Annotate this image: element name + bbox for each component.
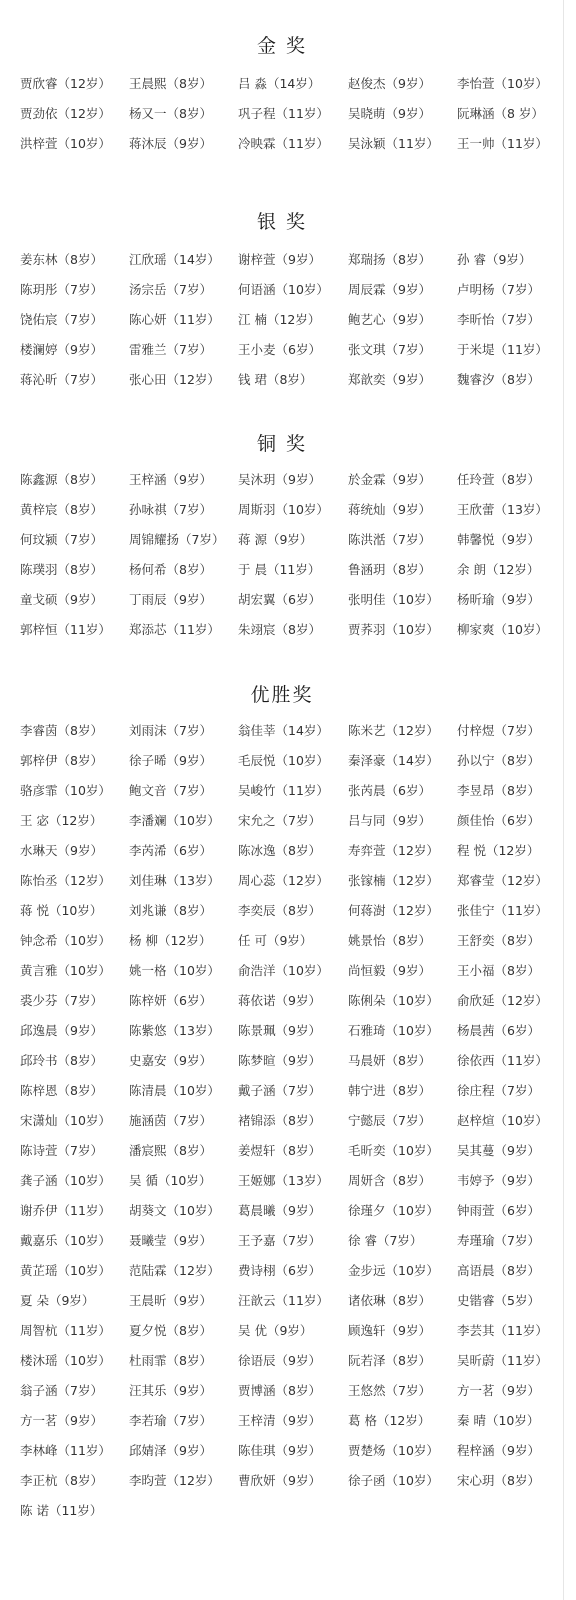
winner-name-excellence: 颜佳怡（6岁）	[457, 813, 540, 828]
winner-name-excellence: 葛 格（12岁）	[348, 1413, 431, 1428]
winner-name-silver: 谢梓萱（9岁）	[238, 252, 321, 267]
winner-name-excellence: 方一茗（9岁）	[457, 1383, 540, 1398]
winner-name-silver: 王小麦（6岁）	[238, 342, 321, 357]
winner-name-excellence: 宋心玥（8岁）	[457, 1473, 540, 1488]
winner-name-silver: 江 楠（12岁）	[238, 312, 321, 327]
winner-name-excellence: 吴其蔓（9岁）	[457, 1143, 540, 1158]
winner-name-silver: 雷雅兰（7岁）	[129, 342, 212, 357]
winner-name-excellence: 黄芷瑶（10岁）	[20, 1263, 111, 1278]
winner-name-silver: 陈心妍（11岁）	[129, 312, 220, 327]
winner-name-silver: 郑瑞扬（8岁）	[348, 252, 431, 267]
winner-name-gold: 巩子程（11岁）	[238, 106, 329, 121]
winner-name-silver: 蒋沁昕（7岁）	[20, 372, 103, 387]
winner-name-excellence: 孙以宁（8岁）	[457, 753, 540, 768]
winner-name-excellence: 韩宁进（8岁）	[348, 1083, 431, 1098]
section-title-silver: 银 奖	[256, 211, 308, 233]
winner-name-bronze: 郑添芯（11岁）	[129, 622, 220, 637]
winner-name-silver: 张心田（12岁）	[129, 372, 220, 387]
winner-name-excellence: 宋允之（7岁）	[238, 813, 321, 828]
winner-name-excellence: 俞浩洋（10岁）	[238, 963, 329, 978]
winner-name-gold: 贾劲依（12岁）	[20, 106, 111, 121]
winner-name-gold: 吴泳颖（11岁）	[348, 136, 439, 151]
winner-name-excellence: 陈诗萱（7岁）	[20, 1143, 103, 1158]
winner-name-excellence: 杨晨茜（6岁）	[457, 1023, 540, 1038]
winner-name-excellence: 寿弈萱（12岁）	[348, 843, 439, 858]
winner-name-gold: 冷映霖（11岁）	[238, 136, 329, 151]
winner-name-excellence: 翁佳莘（14岁）	[238, 723, 329, 738]
winner-name-excellence: 张佳宁（11岁）	[457, 903, 548, 918]
winner-name-bronze: 鲁涵玥（8岁）	[348, 562, 431, 577]
winner-name-excellence: 姚一格（10岁）	[129, 963, 220, 978]
winner-name-bronze: 杨何希（8岁）	[129, 562, 212, 577]
winner-name-bronze: 王梓涵（9岁）	[129, 472, 212, 487]
winner-name-excellence: 徐子晞（9岁）	[129, 753, 212, 768]
winner-name-excellence: 夏夕悦（8岁）	[129, 1323, 212, 1338]
winner-name-excellence: 周心蕊（12岁）	[238, 873, 329, 888]
winner-name-excellence: 姚景怡（8岁）	[348, 933, 431, 948]
winner-name-silver: 陈玥彤（7岁）	[20, 282, 103, 297]
winner-name-bronze: 蒋 源（9岁）	[238, 532, 313, 547]
winner-name-excellence: 韦婷予（9岁）	[457, 1173, 540, 1188]
winner-name-excellence: 郑睿莹（12岁）	[457, 873, 548, 888]
winner-name-excellence: 程 悦（12岁）	[457, 843, 540, 858]
winner-name-bronze: 任玲萱（8岁）	[457, 472, 540, 487]
winner-name-excellence: 吴 循（10岁）	[129, 1173, 212, 1188]
winner-name-excellence: 付梓煜（7岁）	[457, 723, 540, 738]
winner-name-gold: 王晨熙（8岁）	[129, 76, 212, 91]
winner-name-excellence: 何蒋澍（12岁）	[348, 903, 439, 918]
winner-name-bronze: 蒋统灿（9岁）	[348, 502, 431, 517]
winner-name-excellence: 陈梦暄（9岁）	[238, 1053, 321, 1068]
winner-name-excellence: 刘佳琳（13岁）	[129, 873, 220, 888]
winner-name-excellence: 蒋 悦（10岁）	[20, 903, 103, 918]
winner-name-excellence: 戴嘉乐（10岁）	[20, 1233, 111, 1248]
winner-name-excellence: 钟雨萱（6岁）	[457, 1203, 540, 1218]
winner-name-excellence: 王姬娜（13岁）	[238, 1173, 329, 1188]
winner-name-excellence: 李潘斓（10岁）	[129, 813, 220, 828]
winner-name-excellence: 徐子函（10岁）	[348, 1473, 439, 1488]
winner-name-excellence: 姜煜轩（8岁）	[238, 1143, 321, 1158]
winner-name-bronze: 于 晨（11岁）	[238, 562, 321, 577]
winner-name-bronze: 陈鑫源（8岁）	[20, 472, 103, 487]
winner-name-silver: 江欣瑶（14岁）	[129, 252, 220, 267]
winner-name-bronze: 余 朗（12岁）	[457, 562, 540, 577]
winner-name-excellence: 李若瑜（7岁）	[129, 1413, 212, 1428]
winner-name-bronze: 陈洪湉（7岁）	[348, 532, 431, 547]
winner-name-gold: 赵俊杰（9岁）	[348, 76, 431, 91]
winner-name-excellence: 王 宓（12岁）	[20, 813, 103, 828]
winner-name-excellence: 邱婧泽（9岁）	[129, 1443, 212, 1458]
winner-name-bronze: 孙咏祺（7岁）	[129, 502, 212, 517]
winner-name-excellence: 周妍含（8岁）	[348, 1173, 431, 1188]
winner-name-excellence: 李昱昂（8岁）	[457, 783, 540, 798]
winner-name-excellence: 张镓楠（12岁）	[348, 873, 439, 888]
winner-name-excellence: 宋潇灿（10岁）	[20, 1113, 111, 1128]
winner-name-excellence: 施涵茵（7岁）	[129, 1113, 212, 1128]
winner-name-gold: 吕 淼（14岁）	[238, 76, 321, 91]
winner-name-excellence: 钟念希（10岁）	[20, 933, 111, 948]
winner-name-excellence: 黄言雅（10岁）	[20, 963, 111, 978]
winner-name-bronze: 柳家爽（10岁）	[457, 622, 548, 637]
winner-name-excellence: 寿瑾瑜（7岁）	[457, 1233, 540, 1248]
winner-name-excellence: 徐庄程（7岁）	[457, 1083, 540, 1098]
winner-name-excellence: 曹欣妍（9岁）	[238, 1473, 321, 1488]
winner-name-silver: 汤宗岳（7岁）	[129, 282, 212, 297]
winner-name-bronze: 韩馨悦（9岁）	[457, 532, 540, 547]
winner-name-excellence: 徐 睿（7岁）	[348, 1233, 423, 1248]
winner-name-excellence: 杨 柳（12岁）	[129, 933, 212, 948]
winner-name-excellence: 吴昕蔚（11岁）	[457, 1353, 548, 1368]
winner-name-excellence: 陈俐朵（10岁）	[348, 993, 439, 1008]
winner-name-excellence: 陈紫悠（13岁）	[129, 1023, 220, 1038]
winner-name-excellence: 陈冰逸（8岁）	[238, 843, 321, 858]
winner-name-bronze: 何玟颍（7岁）	[20, 532, 103, 547]
winner-name-excellence: 马晨妍（8岁）	[348, 1053, 431, 1068]
winner-name-excellence: 王舒奕（8岁）	[457, 933, 540, 948]
winner-name-silver: 李昕怡（7岁）	[457, 312, 540, 327]
winner-name-silver: 周辰霖（9岁）	[348, 282, 431, 297]
winner-name-excellence: 高语晨（8岁）	[457, 1263, 540, 1278]
winner-name-excellence: 尚恒毅（9岁）	[348, 963, 431, 978]
winner-name-excellence: 程梓涵（9岁）	[457, 1443, 540, 1458]
winner-name-excellence: 方一茗（9岁）	[20, 1413, 103, 1428]
winner-name-excellence: 龚子涵（10岁）	[20, 1173, 111, 1188]
winner-name-excellence: 吕与同（9岁）	[348, 813, 431, 828]
winner-name-excellence: 秦 晴（10岁）	[457, 1413, 540, 1428]
winner-name-silver: 郑歆奕（9岁）	[348, 372, 431, 387]
winner-name-gold: 王一帅（11岁）	[457, 136, 548, 151]
winner-name-excellence: 鲍文音（7岁）	[129, 783, 212, 798]
winner-name-excellence: 吴峻竹（11岁）	[238, 783, 329, 798]
winner-name-excellence: 秦泽豪（14岁）	[348, 753, 439, 768]
winner-name-excellence: 徐瑾夕（10岁）	[348, 1203, 439, 1218]
winner-name-gold: 洪梓萱（10岁）	[20, 136, 111, 151]
winner-name-excellence: 潘宸熙（8岁）	[129, 1143, 212, 1158]
winner-name-silver: 钱 珺（8岁）	[238, 372, 313, 387]
winner-name-bronze: 丁雨辰（9岁）	[129, 592, 212, 607]
winner-name-excellence: 王小福（8岁）	[457, 963, 540, 978]
winner-name-excellence: 阮若泽（8岁）	[348, 1353, 431, 1368]
winner-name-bronze: 吴沐玥（9岁）	[238, 472, 321, 487]
winner-name-excellence: 邱玲书（8岁）	[20, 1053, 103, 1068]
winner-name-excellence: 汪歆云（11岁）	[238, 1293, 329, 1308]
winner-name-gold: 杨又一（8岁）	[129, 106, 212, 121]
winner-name-excellence: 范陆霖（12岁）	[129, 1263, 220, 1278]
winner-name-excellence: 诸依琳（8岁）	[348, 1293, 431, 1308]
winner-name-excellence: 裘少芬（7岁）	[20, 993, 103, 1008]
winner-name-excellence: 戴子涵（7岁）	[238, 1083, 321, 1098]
winner-name-bronze: 张明佳（10岁）	[348, 592, 439, 607]
winner-name-bronze: 黄梓宸（8岁）	[20, 502, 103, 517]
winner-name-silver: 鲍艺心（9岁）	[348, 312, 431, 327]
winner-name-silver: 何语涵（10岁）	[238, 282, 329, 297]
winner-name-excellence: 翁子涵（7岁）	[20, 1383, 103, 1398]
section-title-bronze: 铜 奖	[256, 433, 308, 455]
winner-name-bronze: 胡宏翼（6岁）	[238, 592, 321, 607]
winner-name-excellence: 夏 朵（9岁）	[20, 1293, 95, 1308]
winner-name-excellence: 郭梓伊（8岁）	[20, 753, 103, 768]
winner-name-gold: 李怡萱（10岁）	[457, 76, 548, 91]
winner-name-excellence: 李芮浠（6岁）	[129, 843, 212, 858]
winner-name-excellence: 杜雨霏（8岁）	[129, 1353, 212, 1368]
winner-name-excellence: 贾楚炀（10岁）	[348, 1443, 439, 1458]
winner-name-bronze: 陈璞羽（8岁）	[20, 562, 103, 577]
winner-name-bronze: 杨昕瑜（9岁）	[457, 592, 540, 607]
winner-name-gold: 阮琳涵（8 岁）	[457, 106, 544, 121]
winner-name-silver: 卢明杨（7岁）	[457, 282, 540, 297]
winner-name-excellence: 任 可（9岁）	[238, 933, 313, 948]
winner-name-excellence: 张芮晨（6岁）	[348, 783, 431, 798]
winner-name-silver: 孙 睿（9岁）	[457, 252, 532, 267]
winner-name-silver: 魏睿汐（8岁）	[457, 372, 540, 387]
winner-name-bronze: 王欣蕾（13岁）	[457, 502, 548, 517]
winner-name-excellence: 邱逸晨（9岁）	[20, 1023, 103, 1038]
winner-name-excellence: 汪其乐（9岁）	[129, 1383, 212, 1398]
winner-name-excellence: 费诗栩（6岁）	[238, 1263, 321, 1278]
winner-name-excellence: 王予嘉（7岁）	[238, 1233, 321, 1248]
winner-name-excellence: 石雅琦（10岁）	[348, 1023, 439, 1038]
winner-name-excellence: 徐依西（11岁）	[457, 1053, 548, 1068]
winner-name-excellence: 聂曦莹（9岁）	[129, 1233, 212, 1248]
winner-name-excellence: 葛晨曦（9岁）	[238, 1203, 321, 1218]
winner-name-excellence: 陈景珮（9岁）	[238, 1023, 321, 1038]
winner-name-excellence: 吴 优（9岁）	[238, 1323, 313, 1338]
winner-name-silver: 姜东林（8岁）	[20, 252, 103, 267]
section-title-gold: 金 奖	[256, 35, 308, 57]
winner-name-excellence: 赵梓煊（10岁）	[457, 1113, 548, 1128]
winner-name-excellence: 顾逸轩（9岁）	[348, 1323, 431, 1338]
winner-name-excellence: 史嘉安（9岁）	[129, 1053, 212, 1068]
winner-name-bronze: 朱翊宸（8岁）	[238, 622, 321, 637]
winner-name-excellence: 毛昕奕（10岁）	[348, 1143, 439, 1158]
winner-name-excellence: 蒋依诺（9岁）	[238, 993, 321, 1008]
winner-name-excellence: 李芸其（11岁）	[457, 1323, 548, 1338]
winner-name-silver: 于米堤（11岁）	[457, 342, 548, 357]
winner-name-excellence: 李正杭（8岁）	[20, 1473, 103, 1488]
winner-name-excellence: 王晨昕（9岁）	[129, 1293, 212, 1308]
winner-name-excellence: 徐语辰（9岁）	[238, 1353, 321, 1368]
winner-name-excellence: 李奕辰（8岁）	[238, 903, 321, 918]
winner-name-excellence: 宁懿辰（7岁）	[348, 1113, 431, 1128]
winner-name-bronze: 周斯羽（10岁）	[238, 502, 329, 517]
winner-name-excellence: 王梓清（9岁）	[238, 1413, 321, 1428]
winner-name-excellence: 楼沐瑶（10岁）	[20, 1353, 111, 1368]
winner-name-gold: 贾欣睿（12岁）	[20, 76, 111, 91]
winner-name-excellence: 李林峰（11岁）	[20, 1443, 111, 1458]
winner-name-excellence: 褚锦添（8岁）	[238, 1113, 321, 1128]
winner-name-excellence: 周智杭（11岁）	[20, 1323, 111, 1338]
winner-name-excellence: 王悠然（7岁）	[348, 1383, 431, 1398]
winner-name-gold: 吴晓萌（9岁）	[348, 106, 431, 121]
winner-name-gold: 蒋沐辰（9岁）	[129, 136, 212, 151]
winner-name-excellence: 史锴睿（5岁）	[457, 1293, 540, 1308]
winner-name-bronze: 贾荞羽（10岁）	[348, 622, 439, 637]
winner-name-bronze: 於金霖（9岁）	[348, 472, 431, 487]
winner-name-excellence: 陈怡丞（12岁）	[20, 873, 111, 888]
winner-name-excellence: 陈清晨（10岁）	[129, 1083, 220, 1098]
winner-name-excellence: 金步远（10岁）	[348, 1263, 439, 1278]
winner-name-bronze: 郭梓恒（11岁）	[20, 622, 111, 637]
winner-name-excellence: 李昀萱（12岁）	[129, 1473, 220, 1488]
winner-name-bronze: 周锦耀扬（7岁）	[129, 532, 225, 547]
winner-name-excellence: 骆彦霏（10岁）	[20, 783, 111, 798]
winner-name-silver: 张文琪（7岁）	[348, 342, 431, 357]
winner-name-bronze: 童戈硕（9岁）	[20, 592, 103, 607]
section-title-excellence: 优胜奖	[250, 684, 314, 706]
right-edge-line	[563, 0, 564, 1600]
winner-name-excellence: 陈 诺（11岁）	[20, 1503, 103, 1518]
winner-name-excellence: 刘兆谦（8岁）	[129, 903, 212, 918]
winner-name-excellence: 李睿茵（8岁）	[20, 723, 103, 738]
winner-name-excellence: 刘雨沫（7岁）	[129, 723, 212, 738]
winner-name-excellence: 毛辰悦（10岁）	[238, 753, 329, 768]
winner-name-excellence: 水琳天（9岁）	[20, 843, 103, 858]
winner-name-excellence: 贾博涵（8岁）	[238, 1383, 321, 1398]
winner-name-excellence: 俞欣延（12岁）	[457, 993, 548, 1008]
winner-name-excellence: 陈米艺（12岁）	[348, 723, 439, 738]
winner-name-excellence: 陈梓妍（6岁）	[129, 993, 212, 1008]
winner-name-excellence: 陈佳琪（9岁）	[238, 1443, 321, 1458]
winner-name-excellence: 谢乔伊（11岁）	[20, 1203, 111, 1218]
winner-name-excellence: 陈梓恩（8岁）	[20, 1083, 103, 1098]
winner-name-silver: 饶佑宸（7岁）	[20, 312, 103, 327]
winner-name-excellence: 胡葵文（10岁）	[129, 1203, 220, 1218]
winner-name-silver: 楼澜婷（9岁）	[20, 342, 103, 357]
